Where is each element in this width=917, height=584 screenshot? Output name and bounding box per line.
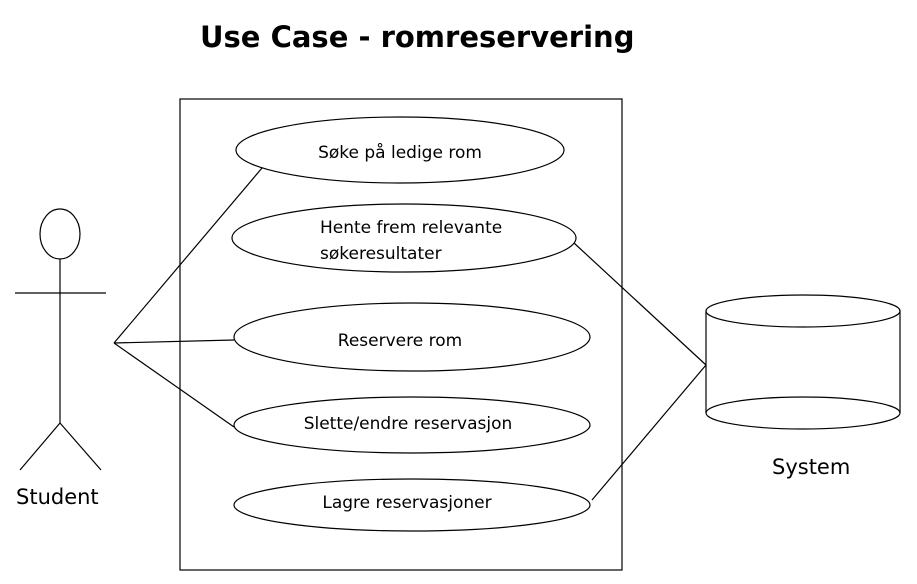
use-case-reservere-rom <box>234 303 590 371</box>
actor-label: Student <box>16 485 99 509</box>
use-case-label-line2: søkeresultater <box>320 244 442 264</box>
use-case-label: Hente frem relevante <box>320 218 503 238</box>
use-case-label: Reservere rom <box>337 331 463 351</box>
use-case-lagre-reservasjoner <box>234 479 590 531</box>
student-actor <box>15 209 106 470</box>
system-label: System <box>772 455 851 479</box>
use-case-slette-endre <box>234 397 590 453</box>
use-case-hente-resultater <box>232 204 576 272</box>
system-database-icon <box>706 295 900 429</box>
use-case-label: Lagre reservasjoner <box>322 493 492 513</box>
diagram-title: Use Case - romreservering <box>200 20 635 54</box>
actor-head <box>40 209 80 259</box>
actor-right-leg <box>60 423 101 470</box>
use-case-label: Søke på ledige rom <box>318 143 482 163</box>
actor-left-leg <box>20 423 60 470</box>
use-case-sok-ledige-rom <box>236 117 564 183</box>
use-case-label: Slette/endre reservasjon <box>303 414 513 434</box>
